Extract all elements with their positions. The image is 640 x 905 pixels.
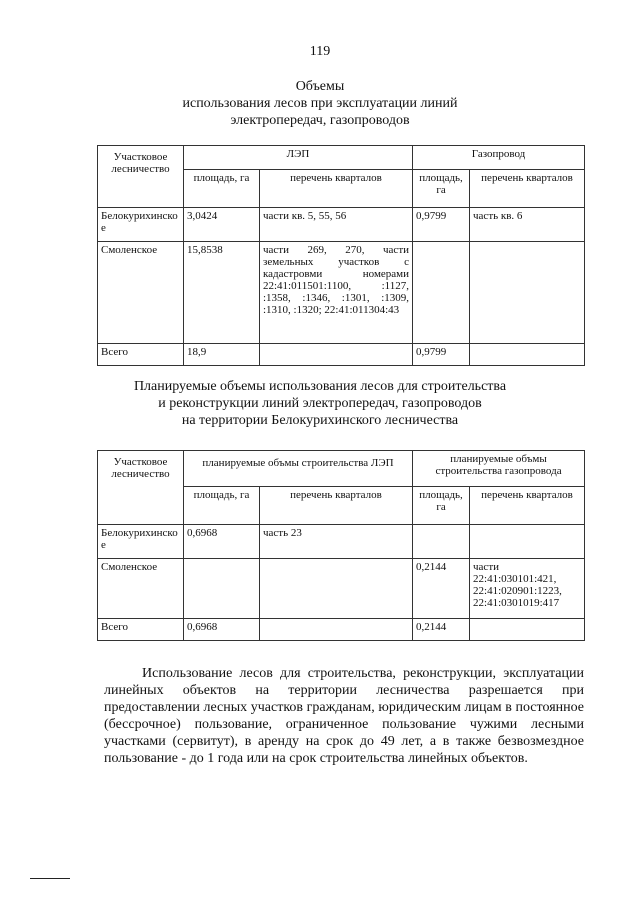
cell-lep-quarters [260, 619, 413, 641]
table-planned-usage [97, 450, 585, 641]
title-2-line-2: и реконструкции линий электропередач, газопроводов [158, 396, 482, 411]
cell-gas-area: 0,2144 [413, 619, 470, 641]
header-lep-area: площадь, га [184, 487, 260, 525]
cell-lep-quarters [260, 559, 413, 619]
header-gas-quarters: перечень кварталов [470, 487, 585, 525]
cell-lep-area: 15,8538 [184, 242, 260, 344]
cell-forestry: Белокурихинское [98, 208, 184, 242]
section-title-2 [0, 378, 640, 429]
table-row [98, 242, 585, 344]
cell-gas-quarters [470, 242, 585, 344]
table-row [98, 525, 585, 559]
section-title-1 [0, 78, 640, 129]
table-row [98, 619, 585, 641]
title-2-line-1: Планируемые объемы использования лесов для строительства [133, 379, 507, 394]
cell-gas-area [413, 242, 470, 344]
header-forestry: Участковое лесничество [98, 146, 184, 208]
cell-lep-quarters [260, 344, 413, 366]
header-gas-area: площадь, га [413, 487, 470, 525]
cell-gas-area: 0,9799 [413, 208, 470, 242]
cell-forestry: Смоленское [98, 242, 184, 344]
title-1-line-2: использования лесов при эксплуатации линий [182, 96, 458, 111]
header-lep-area: площадь, га [184, 170, 260, 208]
title-2-line-3: на территории Белокурихинского лесничества [181, 413, 459, 428]
table-existing-usage [97, 145, 585, 366]
paragraph-text: Использование лесов для строительства, реконструкции, эксплуатации линейных объектов на территории лесничества разрешается при предоставлении лесных участков гражданам, юридическим лицам в постоянное (бессрочное) пользование, ограниченное пользование чужими лесными участками (сервитут), в аренду на срок до 49 лет, а в также безвозмездное пользование - до 1 года или на срок строительства линейных объектов. [104, 666, 584, 766]
cell-forestry: Белокурихинское [98, 525, 184, 559]
header-lep: ЛЭП [184, 146, 413, 170]
cell-lep-quarters: часть 23 [260, 525, 413, 559]
cell-gas-area: 0,9799 [413, 344, 470, 366]
cell-gas-quarters [470, 619, 585, 641]
cell-lep-quarters: части 269, 270, части земельных участков с кадастровми номерами 22:41:011501:1100, :1127, :1358, :1346, :1301, :1309, :1310, :1320; 22:41:011304:43 [260, 242, 413, 344]
cell-lep-area: 3,0424 [184, 208, 260, 242]
cell-gas-quarters: части 22:41:030101:421, 22:41:020901:1223, 22:41:0301019:417 [470, 559, 585, 619]
header-lep-quarters: перечень кварталов [260, 487, 413, 525]
table-row [98, 208, 585, 242]
header-lep-quarters: перечень кварталов [260, 170, 413, 208]
cell-gas-area [413, 525, 470, 559]
cell-lep-area: 0,6968 [184, 619, 260, 641]
title-1-line-1: Объемы [295, 79, 345, 94]
cell-gas-quarters [470, 525, 585, 559]
cell-lep-area: 0,6968 [184, 525, 260, 559]
cell-forestry: Смоленское [98, 559, 184, 619]
cell-lep-area: 18,9 [184, 344, 260, 366]
header-lep: планируемые объмы строительства ЛЭП [184, 451, 413, 487]
cell-gas-quarters: часть кв. 6 [470, 208, 585, 242]
table-row [98, 344, 585, 366]
body-paragraph [104, 665, 584, 767]
header-gas: планируемые объмы строительства газопровода [413, 451, 585, 487]
cell-gas-quarters [470, 344, 585, 366]
cell-forestry: Всего [98, 344, 184, 366]
title-1-line-3: электропередач, газопроводов [230, 113, 410, 128]
header-gas-quarters: перечень кварталов [470, 170, 585, 208]
cell-lep-quarters: части кв. 5, 55, 56 [260, 208, 413, 242]
cell-lep-area [184, 559, 260, 619]
header-forestry: Участковое лесничество [98, 451, 184, 525]
table-row [98, 559, 585, 619]
header-gas: Газопровод [413, 146, 585, 170]
footer-rule [30, 878, 70, 879]
cell-forestry: Всего [98, 619, 184, 641]
page-number: 119 [309, 44, 331, 59]
header-gas-area: площадь, га [413, 170, 470, 208]
cell-gas-area: 0,2144 [413, 559, 470, 619]
